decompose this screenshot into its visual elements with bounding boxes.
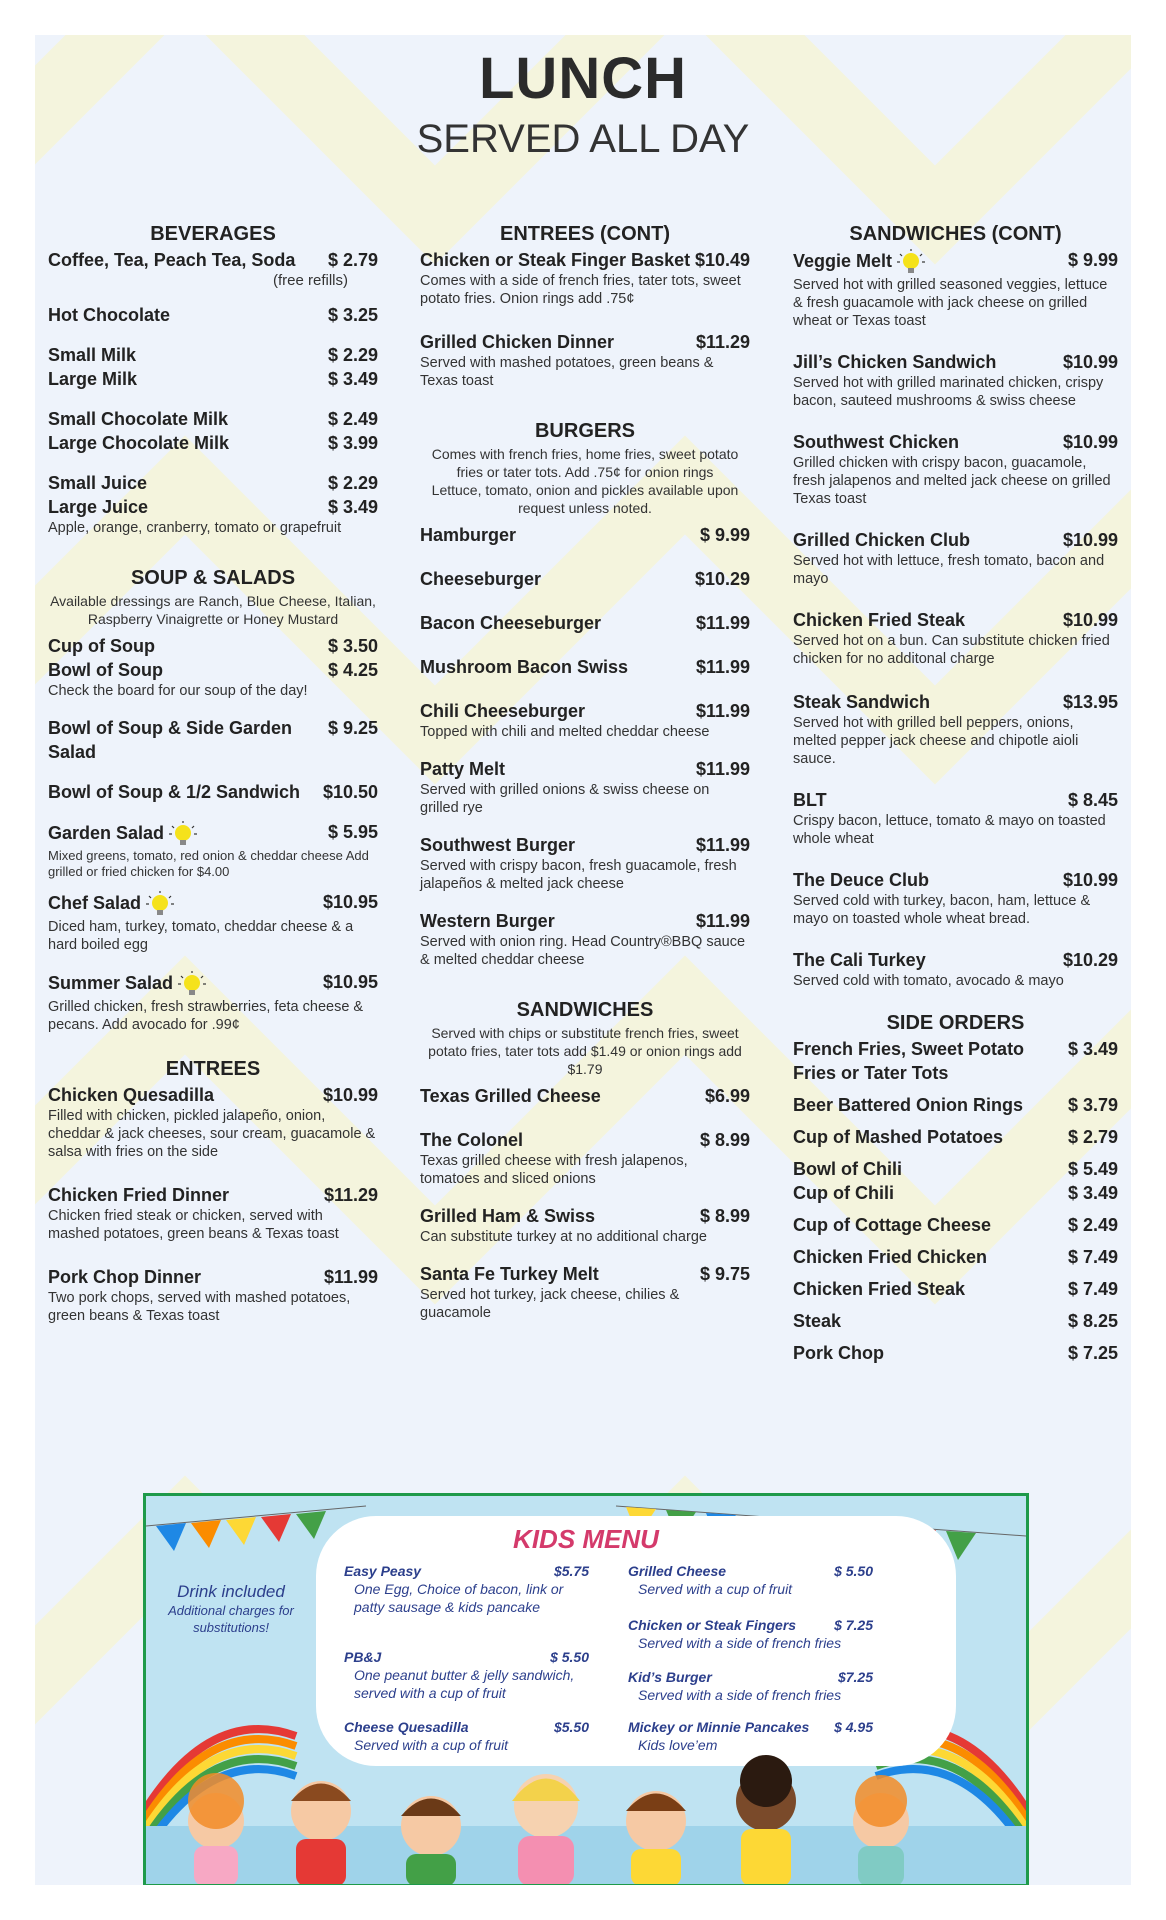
menu-item xyxy=(48,407,378,455)
kids-item-name: Cheese Quesadilla xyxy=(344,1719,469,1735)
soup-heading: SOUP & SALADS xyxy=(130,567,296,589)
menu-item xyxy=(793,868,1118,928)
menu-item xyxy=(420,909,750,969)
menu-item xyxy=(48,970,378,1034)
item-name: Chicken Fried Dinner xyxy=(48,1185,230,1205)
item-desc: Texas grilled cheese with fresh jalapenos, tomatoes and sliced onions xyxy=(420,1153,688,1187)
sides-heading: SIDE ORDERS xyxy=(886,1012,1025,1034)
menu-item xyxy=(420,699,750,741)
menu-item xyxy=(793,528,1118,588)
menu-item xyxy=(793,690,1118,768)
item-name: Beer Battered Onion Rings xyxy=(793,1095,1024,1115)
sandwiches-cont-heading: SANDWICHES (CONT) xyxy=(849,223,1062,245)
item-name: Pork Chop Dinner xyxy=(48,1267,202,1287)
item-desc: Apple, orange, cranberry, tomato or grapefruit xyxy=(48,520,342,536)
item-desc: Can substitute turkey at no additional charge xyxy=(420,1229,707,1245)
kids-menu-panel xyxy=(143,1493,1029,1885)
item-name: Southwest Chicken xyxy=(793,432,960,452)
menu-item xyxy=(420,330,750,390)
item-name: Small Milk xyxy=(48,345,137,365)
item-price: $10.50 xyxy=(322,782,378,802)
kids-item-price: $ 4.95 xyxy=(834,1719,873,1735)
item-name: Cup of Soup xyxy=(48,636,155,656)
item-desc: Grilled chicken, fresh strawberries, feta cheese & pecans. Add avocado for .99¢ xyxy=(48,999,364,1033)
menu-item xyxy=(48,716,378,764)
item-price: $ 3.99 xyxy=(327,433,378,453)
item-price: $ 2.49 xyxy=(327,409,378,429)
drink-included: Drink included xyxy=(177,1582,285,1601)
item-price: $ 2.49 xyxy=(1067,1215,1118,1235)
menu-item xyxy=(793,1341,1118,1365)
menu-item xyxy=(420,1084,750,1108)
item-price: $ 8.99 xyxy=(699,1206,750,1226)
item-price: $10.99 xyxy=(1062,870,1118,890)
item-desc: Served with grilled onions & swiss cheese on grilled rye xyxy=(420,782,710,816)
menu-item xyxy=(793,1157,1118,1205)
kids-item-desc: Kids love’em xyxy=(638,1737,718,1753)
item-name: BLT xyxy=(793,790,827,810)
item-name: Grilled Chicken Club xyxy=(793,530,971,550)
item-name: Cup of Chili xyxy=(793,1183,894,1203)
item-desc: Served hot with lettuce, fresh tomato, bacon and mayo xyxy=(793,553,1105,587)
kids-item-desc: One Egg, Choice of bacon, link or patty sausage & kids pancake xyxy=(354,1581,564,1615)
item-name: Chicken Quesadilla xyxy=(48,1085,215,1105)
item-name: Bowl of Soup & Side Garden Salad xyxy=(48,718,293,762)
lightbulb-icon xyxy=(168,820,198,848)
menu-item xyxy=(793,1037,1118,1085)
item-price: $ 2.79 xyxy=(327,250,378,270)
item-price: $ 4.25 xyxy=(327,660,378,680)
item-name: Small Juice xyxy=(48,473,148,493)
item-price: $11.29 xyxy=(323,1185,378,1205)
item-name: Patty Melt xyxy=(420,759,506,779)
item-price: $10.99 xyxy=(322,1085,378,1105)
item-desc: Grilled chicken with crispy bacon, guacamole, fresh jalapenos and melted jack cheese on grilled Texas toast xyxy=(793,455,1111,507)
item-name: Chili Cheeseburger xyxy=(420,701,586,721)
item-desc: Comes with a side of french fries, tater tots, sweet potato fries. Onion rings add .75¢ xyxy=(420,273,741,307)
kids-item xyxy=(628,1616,873,1652)
lightbulb-icon xyxy=(896,248,926,276)
item-desc: Served cold with tomato, avocado & mayo xyxy=(793,973,1064,989)
item-price: $10.99 xyxy=(1062,610,1118,630)
item-price: $10.29 xyxy=(1062,950,1118,970)
kids-item xyxy=(344,1562,589,1616)
item-name: Chicken Fried Steak xyxy=(793,610,966,630)
kids-item-price: $ 5.50 xyxy=(834,1563,873,1579)
item-name: Cheeseburger xyxy=(420,569,542,589)
kids-item-desc: Served with a side of french fries xyxy=(638,1687,842,1703)
burgers-heading: BURGERS xyxy=(534,420,635,442)
kids-item-name: Chicken or Steak Fingers xyxy=(628,1617,797,1633)
kids-item-desc: Served with a side of french fries xyxy=(638,1635,842,1651)
burgers-note: Comes with french fries, home fries, sweet potato fries or tater tots. Add .75¢ for onion rings xyxy=(431,446,739,480)
menu-item xyxy=(793,248,1118,330)
menu-item xyxy=(48,1183,378,1243)
beverages-heading: BEVERAGES xyxy=(150,223,276,245)
item-price: $11.99 xyxy=(695,657,750,677)
item-desc: Served hot with grilled marinated chicken, crispy bacon, sauteed mushrooms & swiss cheese xyxy=(793,375,1104,409)
item-name: Large Milk xyxy=(48,369,138,389)
kids-item-desc: Served with a cup of fruit xyxy=(638,1581,793,1597)
menu-item xyxy=(48,890,378,954)
item-price: $ 3.49 xyxy=(1067,1039,1118,1059)
item-desc: Two pork chops, served with mashed potatoes, green beans & Texas toast xyxy=(48,1290,351,1324)
item-price: $ 9.25 xyxy=(327,718,378,738)
menu-item xyxy=(793,788,1118,848)
item-name: Pork Chop xyxy=(793,1343,885,1363)
item-desc: Diced ham, turkey, tomato, cheddar cheese & a hard boiled egg xyxy=(48,919,354,953)
item-desc: Served hot on a bun. Can substitute chicken fried chicken for no additonal charge xyxy=(793,633,1110,667)
item-price: $ 9.99 xyxy=(699,525,750,545)
item-price: $10.99 xyxy=(1062,432,1118,452)
kids-item-price: $5.50 xyxy=(553,1719,589,1735)
menu-item xyxy=(48,1265,378,1325)
item-name: Western Burger xyxy=(420,911,555,931)
item-price: $10.95 xyxy=(322,892,378,912)
kids-item-price: $5.75 xyxy=(553,1563,589,1579)
column-right xyxy=(793,223,1118,1373)
item-price: $ 9.75 xyxy=(699,1264,750,1284)
menu-page xyxy=(35,35,1131,1885)
item-name: Small Chocolate Milk xyxy=(48,409,229,429)
item-price: $ 8.25 xyxy=(1067,1311,1118,1331)
kids-item xyxy=(628,1668,873,1704)
menu-item xyxy=(48,343,378,391)
kids-item-name: Easy Peasy xyxy=(344,1563,422,1579)
item-price: $11.99 xyxy=(695,759,750,779)
menu-item xyxy=(420,567,750,591)
menu-item xyxy=(420,1262,750,1322)
item-name: Steak xyxy=(793,1311,842,1331)
menu-item xyxy=(420,833,750,893)
menu-item xyxy=(420,655,750,679)
item-name: Jill’s Chicken Sandwich xyxy=(793,352,997,372)
item-price: $ 8.45 xyxy=(1067,790,1118,810)
column-left xyxy=(48,223,378,1341)
menu-item xyxy=(48,303,378,327)
item-name: Texas Grilled Cheese xyxy=(420,1086,601,1106)
item-price: $11.99 xyxy=(695,613,750,633)
menu-item xyxy=(420,611,750,635)
item-desc: Crispy bacon, lettuce, tomato & mayo on toasted whole wheat xyxy=(793,813,1106,847)
soup-note: Available dressings are Ranch, Blue Cheese, Italian, Raspberry Vinaigrette or Honey Mustard xyxy=(50,593,376,627)
item-desc: Served cold with turkey, bacon, ham, lettuce & mayo on toasted whole wheat bread. xyxy=(793,893,1091,927)
item-price: $ 2.79 xyxy=(1067,1127,1118,1147)
kids-menu-title: KIDS MENU xyxy=(513,1524,659,1554)
kids-item-price: $ 5.50 xyxy=(550,1649,589,1665)
item-price: $ 2.29 xyxy=(327,473,378,493)
item-price: $ 7.49 xyxy=(1067,1279,1118,1299)
kids-item-name: PB&J xyxy=(344,1649,382,1665)
item-desc: Served with mashed potatoes, green beans & Texas toast xyxy=(420,355,714,389)
item-price: $10.29 xyxy=(694,569,750,589)
child-figure xyxy=(853,1775,909,1885)
kids-item-price: $ 7.25 xyxy=(834,1617,873,1633)
item-name: Bowl of Soup & 1/2 Sandwich xyxy=(48,782,301,802)
menu-item xyxy=(793,430,1118,508)
menu-item xyxy=(793,1245,1118,1269)
kids-item-desc: One peanut butter & jelly sandwich, served with a cup of fruit xyxy=(354,1667,575,1701)
menu-item xyxy=(793,948,1118,990)
item-name: Large Chocolate Milk xyxy=(48,433,230,453)
kids-item-name: Grilled Cheese xyxy=(628,1563,727,1579)
column-middle xyxy=(420,223,750,1338)
sandwiches-note: Served with chips or substitute french fries, sweet potato fries, tater tots add $1.49 or onion rings add $1.79 xyxy=(428,1025,742,1077)
child-figure xyxy=(188,1773,244,1885)
item-price: $10.49 xyxy=(694,250,750,270)
item-desc: Served with crispy bacon, fresh guacamole, fresh jalapeños & melted jack cheese xyxy=(420,858,737,892)
drink-note xyxy=(156,1582,306,1636)
item-price: $10.99 xyxy=(1062,352,1118,372)
page-subtitle: SERVED ALL DAY xyxy=(416,117,750,161)
menu-item xyxy=(420,523,750,547)
item-price: $11.99 xyxy=(695,701,750,721)
item-desc: Check the board for our soup of the day! xyxy=(48,683,308,699)
item-desc: Filled with chicken, pickled jalapeño, onion, cheddar & jack cheeses, sour cream, guacamole & salsa with fries on the side xyxy=(48,1108,376,1160)
lightbulb-icon xyxy=(177,970,207,998)
child-figure xyxy=(736,1755,796,1885)
entrees-heading: ENTREES xyxy=(165,1058,261,1080)
item-name: The Deuce Club xyxy=(793,870,930,890)
item-name: Grilled Ham & Swiss xyxy=(420,1206,596,1226)
item-name: Bowl of Soup xyxy=(48,660,163,680)
item-name: Steak Sandwich xyxy=(793,692,931,712)
menu-item xyxy=(48,1083,378,1161)
menu-item xyxy=(793,1125,1118,1149)
item-name: Chef Salad xyxy=(48,892,142,913)
item-name: Hamburger xyxy=(420,525,517,545)
menu-item xyxy=(48,820,378,880)
page-title: LUNCH xyxy=(479,46,687,111)
item-price: $11.29 xyxy=(695,332,750,352)
item-desc: Served hot with grilled bell peppers, onions, melted pepper jack cheese and chipotle aioli sauce. xyxy=(793,715,1079,767)
child-figure xyxy=(291,1781,351,1885)
item-name: Veggie Melt xyxy=(793,250,893,271)
item-price: $11.99 xyxy=(695,835,750,855)
item-price: $ 9.99 xyxy=(1067,250,1118,270)
item-price: $ 5.95 xyxy=(327,822,378,842)
item-price: $ 3.49 xyxy=(327,497,378,517)
child-figure xyxy=(401,1796,461,1885)
item-name: Summer Salad xyxy=(48,972,174,993)
item-price: $ 3.50 xyxy=(327,636,378,656)
menu-item xyxy=(48,780,378,804)
sandwiches-heading: SANDWICHES xyxy=(516,999,654,1021)
item-price: $6.99 xyxy=(704,1086,750,1106)
item-price: $ 8.99 xyxy=(699,1130,750,1150)
kids-item xyxy=(628,1562,873,1598)
item-name: Hot Chocolate xyxy=(48,305,171,325)
item-name: The Colonel xyxy=(420,1130,523,1150)
menu-item xyxy=(420,1204,750,1246)
item-price: $ 7.49 xyxy=(1067,1247,1118,1267)
item-name: French Fries, Sweet Potato Fries or Tater Tots xyxy=(793,1039,1025,1083)
kids-item-desc: Served with a cup of fruit xyxy=(354,1737,509,1753)
kids-item-name: Mickey or Minnie Pancakes xyxy=(628,1719,810,1735)
item-name: Chicken Fried Steak xyxy=(793,1279,966,1299)
item-name: Coffee, Tea, Peach Tea, Soda xyxy=(48,250,296,270)
item-price: $11.99 xyxy=(695,911,750,931)
substitution-note: Additional charges for substitutions! xyxy=(168,1603,294,1635)
item-price: $ 3.25 xyxy=(327,305,378,325)
kids-illustration xyxy=(146,1746,1026,1885)
menu-item xyxy=(48,634,378,700)
item-name: Garden Salad xyxy=(48,822,165,843)
item-name: Chicken or Steak Finger Basket xyxy=(420,250,691,270)
kids-item-price: $7.25 xyxy=(837,1669,873,1685)
item-price: $ 7.25 xyxy=(1067,1343,1118,1363)
menu-item xyxy=(793,350,1118,410)
item-price: $10.95 xyxy=(322,972,378,992)
item-name: Bowl of Chili xyxy=(793,1159,902,1179)
item-name: Grilled Chicken Dinner xyxy=(420,332,615,352)
menu-item xyxy=(420,1128,750,1188)
kids-item-name: Kid’s Burger xyxy=(628,1669,712,1685)
item-price: $ 3.79 xyxy=(1067,1095,1118,1115)
item-price: $ 3.49 xyxy=(1067,1183,1118,1203)
item-name: Mushroom Bacon Swiss xyxy=(420,657,629,677)
item-name: Southwest Burger xyxy=(420,835,576,855)
menu-item xyxy=(420,248,750,308)
item-name: Chicken Fried Chicken xyxy=(793,1247,988,1267)
menu-item xyxy=(48,471,378,537)
item-desc: Topped with chili and melted cheddar cheese xyxy=(420,724,710,740)
item-price: $ 2.29 xyxy=(327,345,378,365)
item-desc: Mixed greens, tomato, red onion & cheddar cheese Add grilled or fried chicken for $4.00 xyxy=(48,848,369,879)
item-name: The Cali Turkey xyxy=(793,950,926,970)
entrees-cont-heading: ENTREES (CONT) xyxy=(500,223,670,245)
item-price: $10.99 xyxy=(1062,530,1118,550)
item-price: $11.99 xyxy=(323,1267,378,1287)
menu-item xyxy=(793,1309,1118,1333)
menu-item xyxy=(793,1213,1118,1237)
kids-item xyxy=(344,1648,589,1702)
item-price: $13.95 xyxy=(1062,692,1118,712)
item-desc: Chicken fried steak or chicken, served with mashed potatoes, green beans & Texas toast xyxy=(48,1208,339,1242)
item-name: Large Juice xyxy=(48,497,149,517)
item-desc: Served hot turkey, jack cheese, chilies & guacamole xyxy=(420,1287,680,1321)
item-name: Cup of Mashed Potatoes xyxy=(793,1127,1004,1147)
item-name: Bacon Cheeseburger xyxy=(420,613,602,633)
menu-item xyxy=(48,248,378,289)
item-price: $ 5.49 xyxy=(1067,1159,1118,1179)
menu-item xyxy=(793,608,1118,668)
item-desc: Served with onion ring. Head Country®BBQ sauce & melted cheddar cheese xyxy=(420,934,746,968)
item-name: Santa Fe Turkey Melt xyxy=(420,1264,599,1284)
child-figure xyxy=(512,1774,580,1885)
item-note: (free refills) xyxy=(272,272,348,289)
menu-item xyxy=(420,757,750,817)
child-figure xyxy=(626,1791,686,1885)
lightbulb-icon xyxy=(145,890,175,918)
burgers-note-2: Lettuce, tomato, onion and pickles available upon request unless noted. xyxy=(431,482,739,516)
item-price: $ 3.49 xyxy=(327,369,378,389)
menu-item xyxy=(793,1093,1118,1117)
item-desc: Served hot with grilled seasoned veggies, lettuce & fresh guacamole with jack cheese on grilled wheat or Texas toast xyxy=(793,277,1108,329)
menu-item xyxy=(793,1277,1118,1301)
item-name: Cup of Cottage Cheese xyxy=(793,1215,992,1235)
